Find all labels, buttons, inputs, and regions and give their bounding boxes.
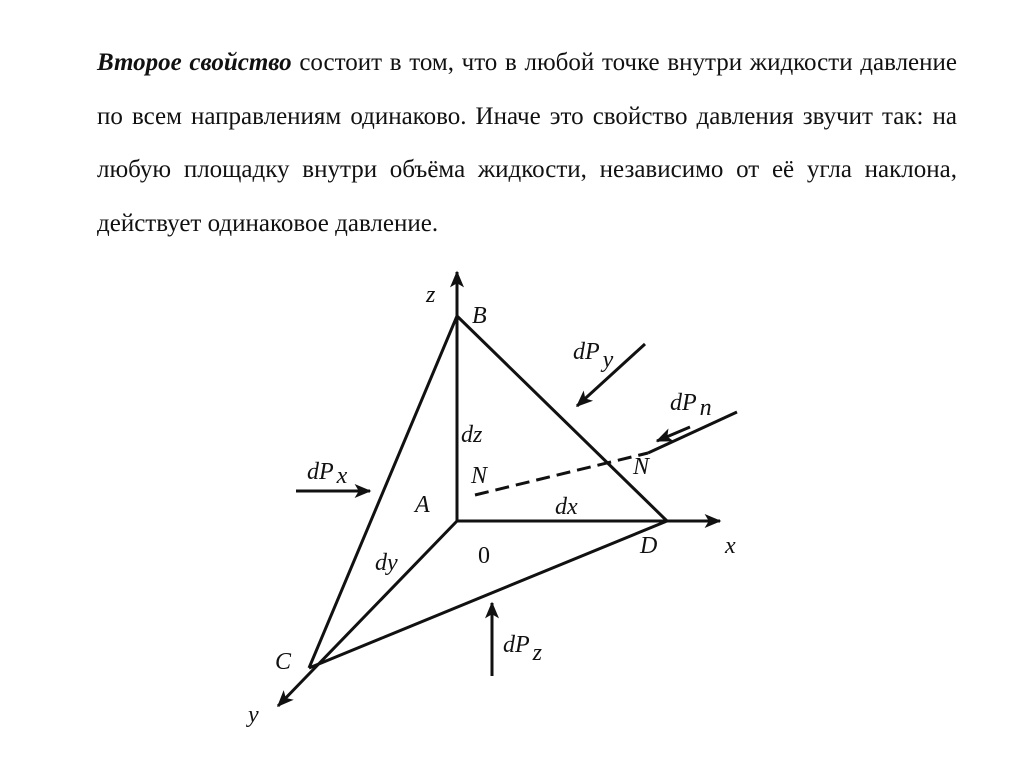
- normal-line-ext: [648, 412, 737, 453]
- paragraph-term: Второе свойство: [97, 49, 292, 76]
- label-force-y: [573, 339, 614, 373]
- label-normal-outer: N: [633, 454, 650, 480]
- label-force-x: [307, 459, 348, 489]
- label-force-n-sub: n: [699, 395, 712, 421]
- label-force-x-sub: x: [336, 463, 348, 489]
- label-point-a: A: [415, 492, 430, 518]
- label-force-n-main: dP: [670, 390, 697, 416]
- label-dx: dx: [555, 494, 578, 520]
- paragraph-body: состоит в том, что в любой точке внутри жидкости давление по всем направлениям одинаково. Иначе это свойство давления звучит так: на любую площадку внутри объёма жидкости, независимо от её угла наклона, действует одинаковое давление.: [97, 49, 957, 237]
- label-dz: dz: [461, 422, 483, 448]
- label-force-y-sub: y: [602, 347, 614, 373]
- label-dy: dy: [375, 550, 398, 576]
- label-axis-x: x: [725, 533, 736, 559]
- label-point-d: D: [640, 533, 658, 559]
- label-point-c: C: [275, 649, 292, 675]
- label-normal-inner: N: [471, 463, 488, 489]
- label-axis-y: y: [248, 702, 259, 728]
- label-force-n: [670, 390, 712, 421]
- label-point-b: B: [472, 303, 487, 329]
- label-origin: 0: [478, 543, 490, 569]
- label-force-y-main: dP: [573, 339, 600, 365]
- label-force-z-main: dP: [503, 632, 530, 658]
- normal-line: [475, 453, 648, 495]
- label-force-z: [503, 632, 543, 666]
- label-force-z-sub: z: [532, 640, 543, 666]
- force-arrow-n: [657, 427, 690, 441]
- edge-bd: [457, 316, 667, 521]
- label-force-x-main: dP: [307, 459, 334, 485]
- label-axis-z: z: [426, 282, 436, 308]
- y-axis: [278, 521, 457, 706]
